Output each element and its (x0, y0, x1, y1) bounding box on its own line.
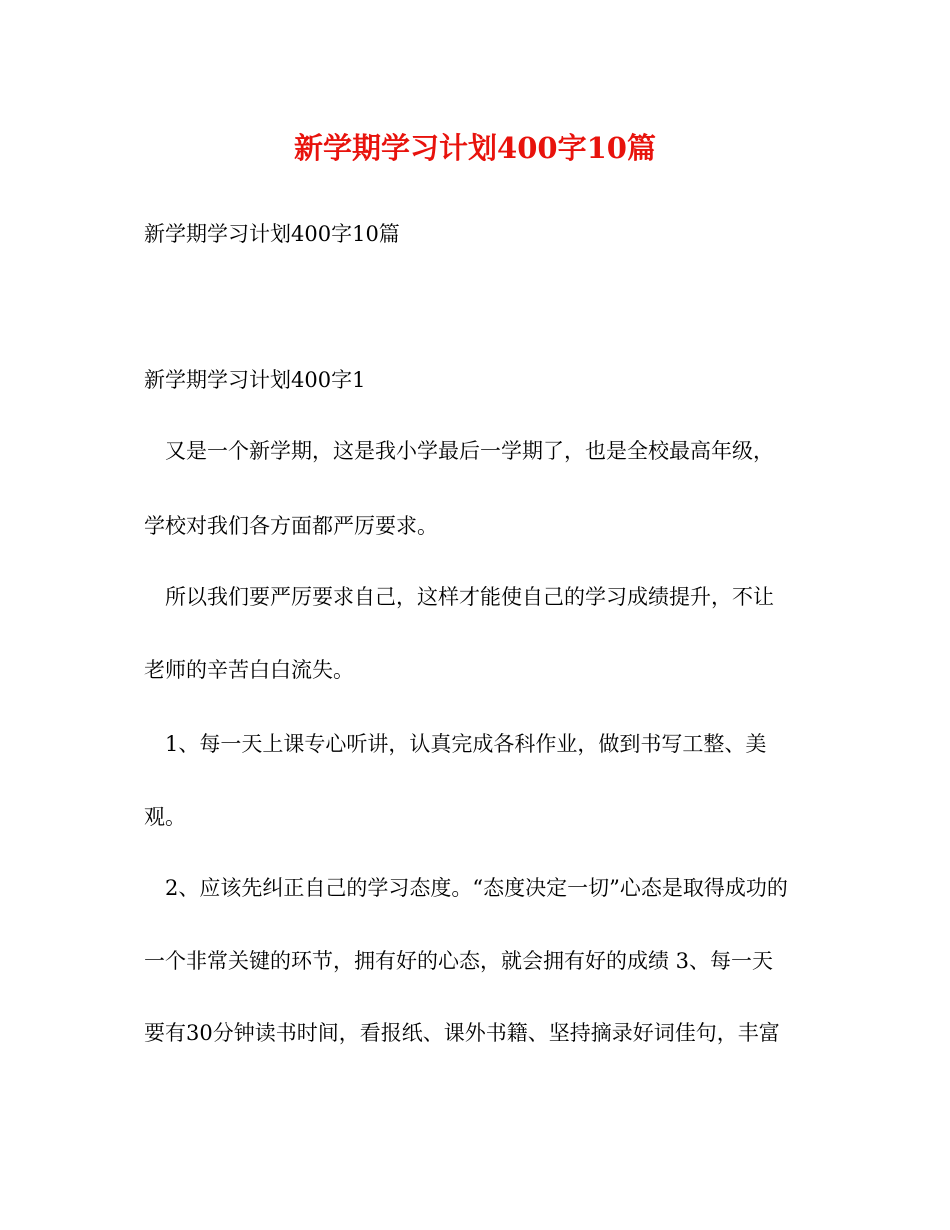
paragraph-line-4: 老师的辛苦白白流失。 (144, 658, 354, 682)
paragraph-line-9: 要有30分钟读书时间，看报纸、课外书籍、坚持摘录好词佳句，丰富 (144, 1021, 780, 1045)
paragraph-line-7: 2、应该先纠正自己的学习态度。“态度决定一切”心态是取得成功的 (144, 876, 788, 900)
paragraph-line-1: 又是一个新学期，这是我小学最后一学期了，也是全校最高年级， (144, 439, 774, 463)
paragraph-line-5: 1、每一天上课专心听讲，认真完成各科作业，做到书写工整、美 (144, 732, 767, 756)
document-subtitle: 新学期学习计划400字10篇 (144, 222, 400, 246)
paragraph-line-6: 观。 (144, 805, 186, 829)
section-heading: 新学期学习计划400字1 (144, 368, 366, 392)
document-title: 新学期学习计划400字10篇 (294, 131, 656, 165)
paragraph-line-8: 一个非常关键的环节，拥有好的心态，就会拥有好的成绩 3、每一天 (144, 949, 774, 973)
paragraph-line-2: 学校对我们各方面都严厉要求。 (144, 514, 438, 538)
paragraph-line-3: 所以我们要严厉要求自己，这样才能使自己的学习成绩提升，不让 (144, 585, 774, 609)
